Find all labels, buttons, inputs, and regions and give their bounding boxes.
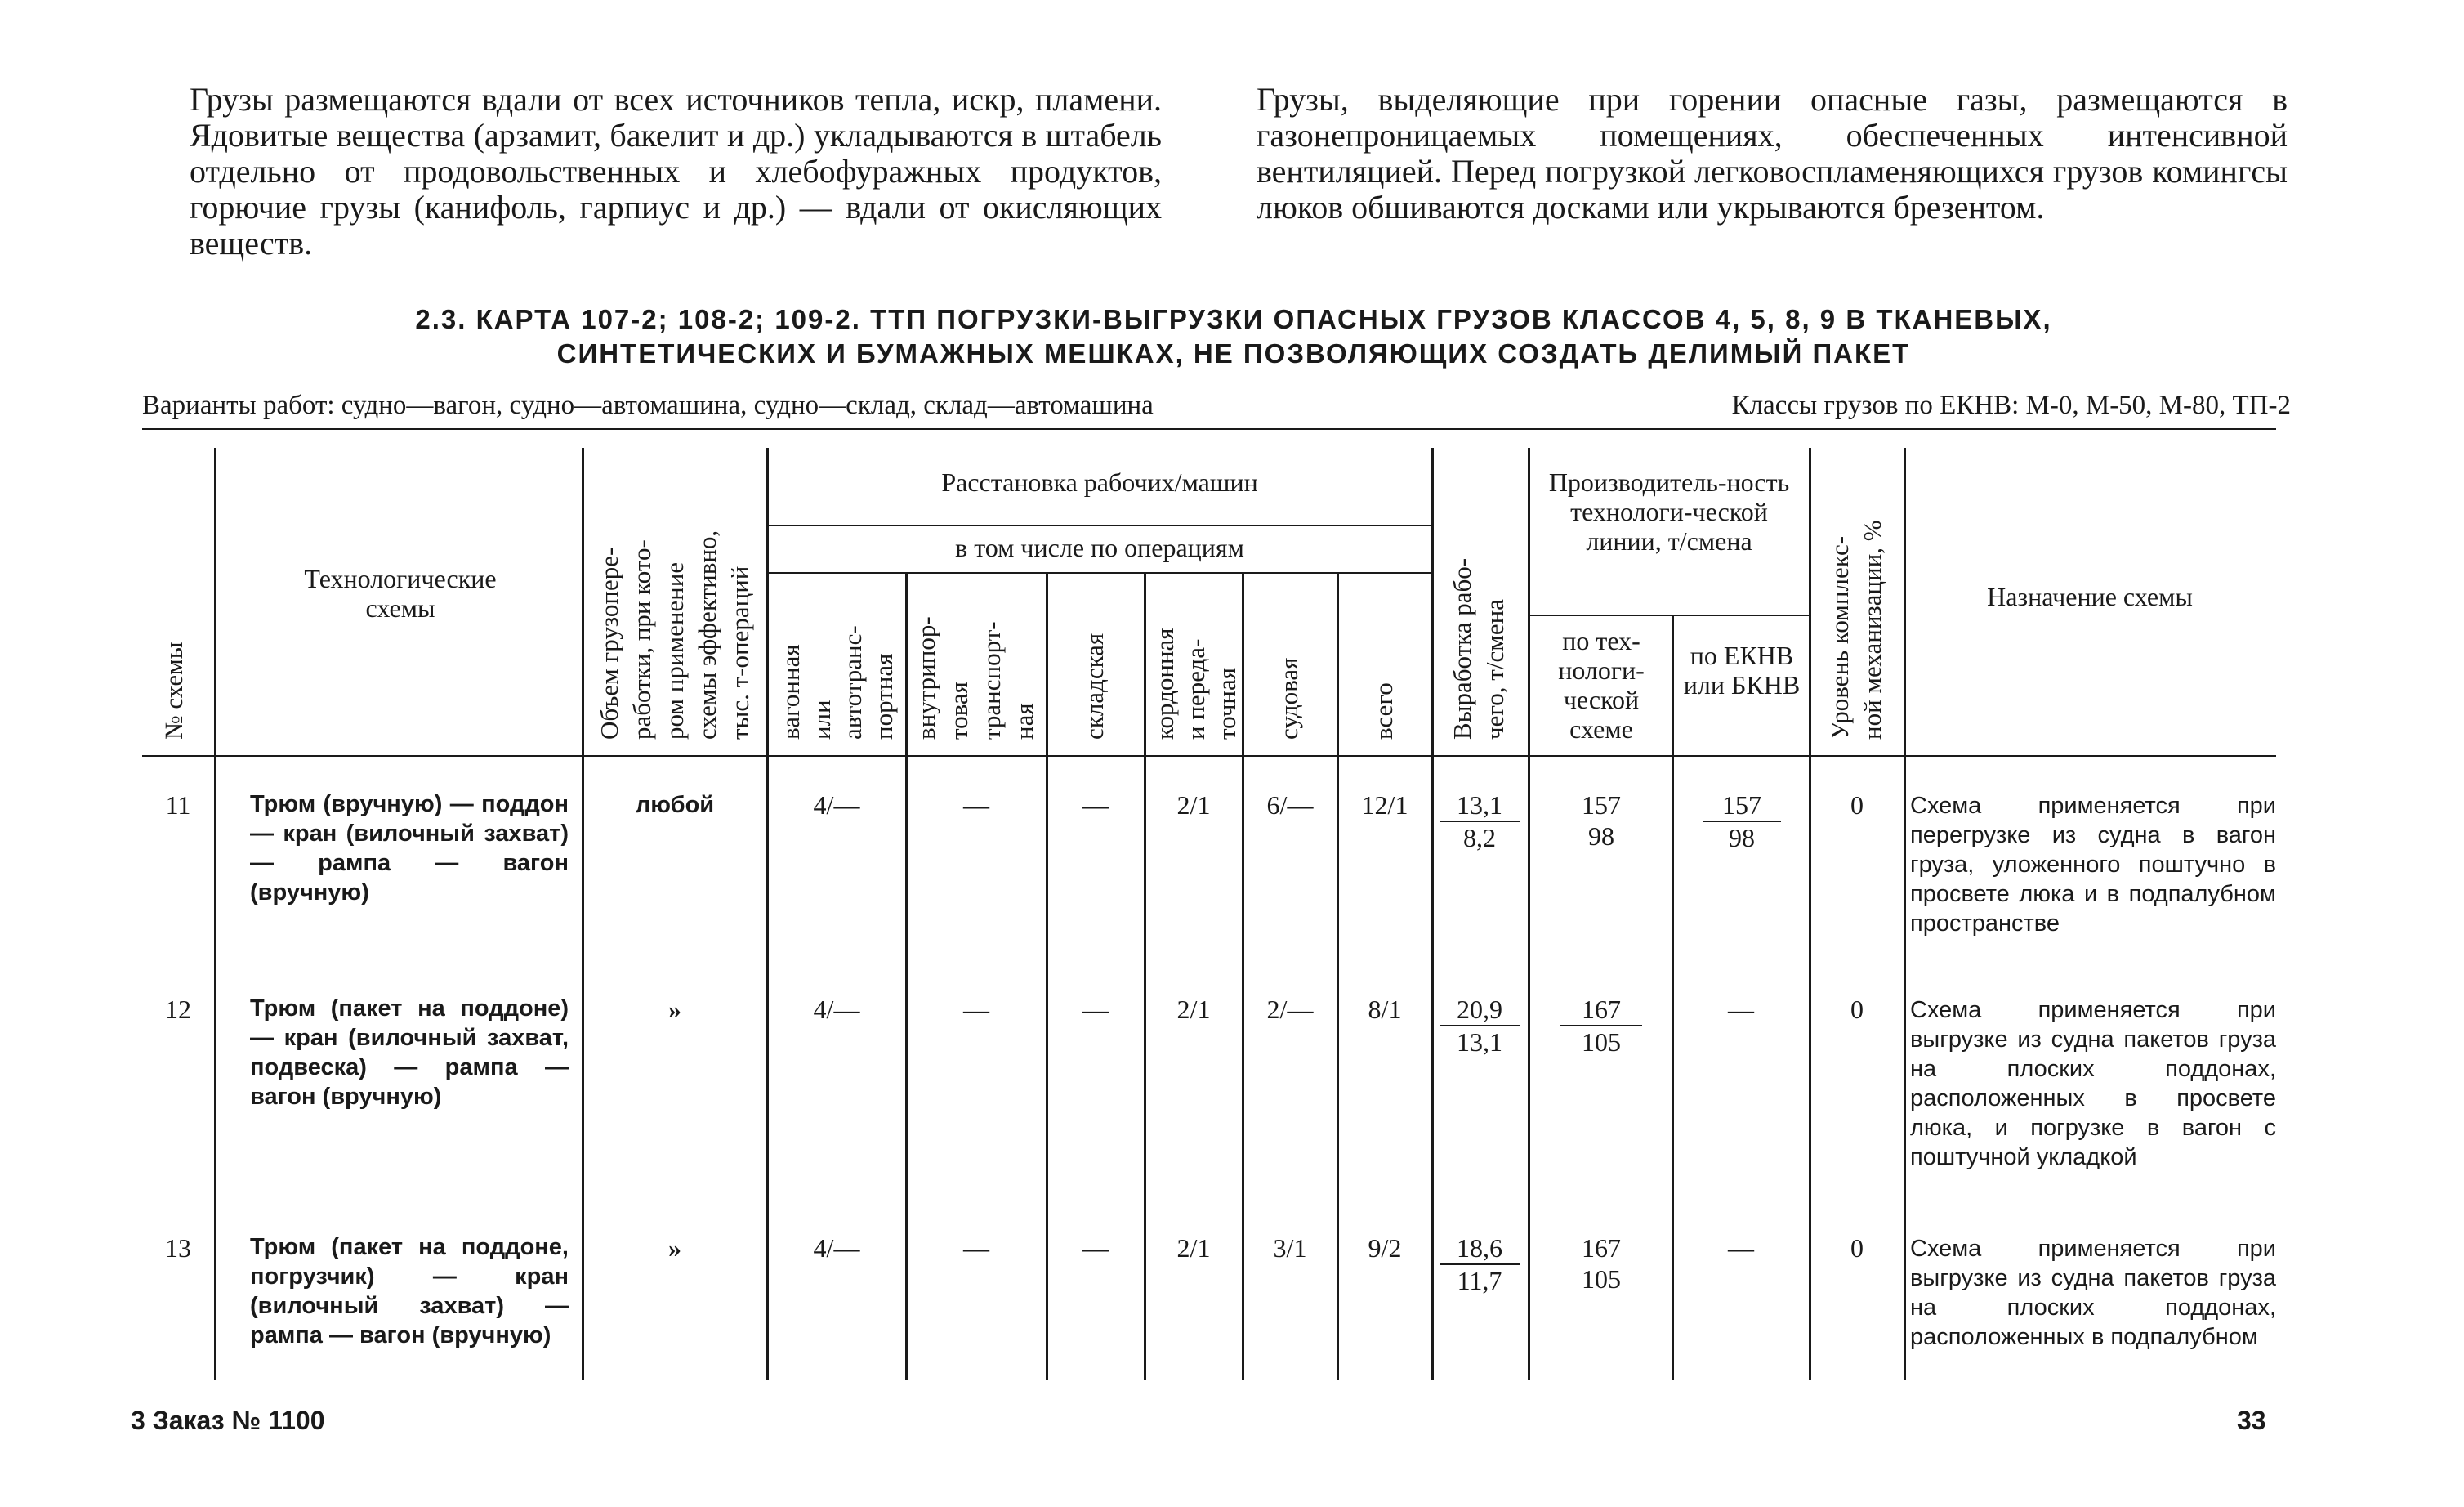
row-output-denominator: 11,7 — [1457, 1266, 1502, 1295]
row-purpose: Схема применяется при выгрузке из судна пакетов груза на плоских поддонах, расположенных в просвете люка, и погрузке в вагон с поштучной укладкой — [1910, 997, 2276, 1170]
row-op-warehouse: — — [1082, 790, 1109, 820]
header-op-internal-line: товая — [944, 682, 973, 740]
row-output — [1440, 789, 1520, 853]
row-prod-ekhv — [1703, 789, 1781, 853]
header-op-wagon-line: вагонная — [776, 644, 805, 740]
row-op-wagon: 4/— — [813, 1233, 860, 1263]
header-op-wagon-line: портная — [869, 653, 898, 740]
row-scheme: Трюм (вручную) — поддон — кран (вилочный захват) — рампа — вагон (вручную) — [250, 791, 569, 906]
row-op-total: 9/2 — [1368, 1233, 1402, 1263]
cargo-classes: Классы грузов по ЕКНВ: М-0, М-50, М-80, ТП-2 — [1731, 391, 2291, 420]
row-number: 13 — [165, 1233, 191, 1263]
header-op-total: всего — [1369, 682, 1398, 740]
row-op-total: 8/1 — [1368, 995, 1402, 1024]
intro-right-paragraph: Грузы, выделяющие при горении опасные газы, размещаются в газонепроницаемых помещениях, обеспеченных интенсивной вентиляцией. Перед погрузкой легковоспламеняющихся грузов комингсы люков обшиваются досками или укрываются брезентом. — [1257, 81, 2288, 226]
row-prod-ekhv-numerator: 157 — [1703, 789, 1781, 822]
header-placement: Расстановка рабочих/машин — [941, 467, 1258, 497]
row-op-ship: 2/— — [1266, 995, 1314, 1024]
row-op-wagon: 4/— — [813, 790, 860, 820]
row-prod-tech-numerator: 167 — [1560, 994, 1642, 1026]
header-volume-line: Объем грузопере- — [595, 547, 623, 740]
col-line — [1904, 448, 1906, 1380]
header-volume-line: тыс. т-операций — [725, 566, 754, 740]
row-number: 11 — [165, 790, 191, 820]
row-op-internal: — — [963, 790, 989, 820]
operations-sub-rule — [768, 572, 1431, 574]
row-prod-tech-bottom: 98 — [1588, 821, 1614, 851]
row-op-warehouse: — — [1082, 995, 1109, 1024]
header-productivity: Производитель-ность технологи-ческой линии, т/смена — [1548, 467, 1790, 556]
row-output — [1440, 994, 1520, 1058]
section-title-line-2: СИНТЕТИЧЕСКИХ И БУМАЖНЫХ МЕШКАХ, НЕ ПОЗВОЛЯЮЩИХ СОЗДАТЬ ДЕЛИМЫЙ ПАКЕТ — [556, 338, 1911, 369]
header-volume-line: ром применение — [660, 561, 689, 740]
row-mechanization: 0 — [1850, 995, 1864, 1024]
row-op-ship: 6/— — [1266, 790, 1314, 820]
header-op-internal-line: внутрипор- — [912, 616, 940, 740]
row-volume: любой — [635, 792, 715, 818]
col-line — [1528, 448, 1530, 1380]
row-mechanization: 0 — [1850, 790, 1864, 820]
row-scheme: Трюм (пакет на поддоне, погрузчик) — кран (вилочный захват) — рампа — вагон (вручную) — [250, 1234, 569, 1348]
row-output-denominator: 8,2 — [1463, 823, 1496, 852]
row-op-ship: 3/1 — [1273, 1233, 1307, 1263]
header-op-cordon-line: кордонная — [1150, 628, 1179, 740]
header-technological-schemes: Технологические схемы — [304, 564, 497, 623]
row-prod-tech-bottom: 105 — [1582, 1264, 1621, 1294]
row-op-warehouse: — — [1082, 1233, 1109, 1263]
section-title-line-1: 2.3. КАРТА 107-2; 108-2; 109-2. ТТП ПОГРУЗКИ-ВЫГРУЗКИ ОПАСНЫХ ГРУЗОВ КЛАССОВ 4, 5, 8, 9 В ТКАНЕВЫХ, — [415, 304, 2052, 334]
header-mechanization-line: ной механизации, % — [1858, 520, 1886, 740]
row-volume: » — [668, 995, 681, 1024]
row-purpose: Схема применяется при выгрузке из судна пакетов груза на плоских поддонах, расположенных в подпалубном — [1910, 1236, 2276, 1350]
header-op-ship: судовая — [1274, 657, 1303, 740]
header-volume-line: схемы эффективно, — [693, 530, 721, 740]
page-number: 33 — [2237, 1406, 2266, 1435]
row-purpose: Схема применяется при перегрузке из судна в вагон груза, уложенного поштучно в просвете люка и в подпалубном пространстве — [1910, 793, 2276, 937]
row-op-total: 12/1 — [1361, 790, 1408, 820]
row-op-cordon: 2/1 — [1176, 790, 1211, 820]
header-volume-line: работки, при кото- — [627, 539, 656, 740]
row-number: 12 — [165, 995, 191, 1024]
row-mechanization: 0 — [1850, 1233, 1864, 1263]
row-prod-tech-denominator: 105 — [1582, 1027, 1621, 1057]
header-productivity-ekhv: по ЕКНВ или БКНВ — [1683, 641, 1801, 700]
row-volume: » — [668, 1233, 681, 1263]
table-top-rule — [142, 428, 2276, 430]
row-prod-tech — [1560, 789, 1642, 852]
row-output-numerator: 18,6 — [1440, 1232, 1520, 1265]
header-op-internal-line: транспорт- — [977, 621, 1006, 740]
row-output-numerator: 13,1 — [1440, 789, 1520, 822]
row-prod-tech-top: 167 — [1582, 1233, 1621, 1263]
header-op-wagon-line: автотранс- — [838, 625, 867, 740]
row-op-internal: — — [963, 995, 989, 1024]
header-op-wagon-line: или — [807, 700, 836, 740]
footer-order: 3 Заказ № 1100 — [131, 1406, 325, 1435]
row-op-internal: — — [963, 1233, 989, 1263]
col-line — [1431, 448, 1434, 1380]
row-output-denominator: 13,1 — [1457, 1027, 1502, 1057]
row-scheme: Трюм (пакет на поддоне) — кран (вилочный захват, подвеска) — рампа — вагон (вручную) — [250, 995, 569, 1110]
intro-left-paragraph: Грузы размещаются вдали от всех источников тепла, искр, пламени. Ядовитые вещества (арзамит, бакелит и др.) укладываются в штабель отдельно от продовольственных и хлебофуражных продуктов, горючие грузы (канифоль, гарпиус и др.) — вдали от окисляющих веществ. — [190, 81, 1162, 262]
header-purpose: Назначение схемы — [1987, 582, 2193, 611]
row-prod-tech-top: 157 — [1582, 790, 1621, 820]
row-prod-tech — [1560, 994, 1642, 1058]
productivity-sub-rule — [1529, 615, 1809, 616]
header-op-internal-line: ная — [1010, 703, 1038, 740]
work-variants: Варианты работ: судно—вагон, судно—автомашина, судно—склад, склад—автомашина — [142, 391, 1154, 420]
row-output — [1440, 1232, 1520, 1296]
row-prod-tech — [1560, 1232, 1642, 1295]
header-scheme-number: № схемы — [159, 642, 188, 740]
row-prod-ekhv: — — [1728, 1233, 1754, 1263]
row-op-cordon: 2/1 — [1176, 1233, 1211, 1263]
row-op-wagon: 4/— — [813, 995, 860, 1024]
row-op-cordon: 2/1 — [1176, 995, 1211, 1024]
section-title — [139, 302, 2328, 371]
row-prod-ekhv-denominator: 98 — [1729, 823, 1755, 852]
header-by-operations: в том числе по операциям — [955, 533, 1244, 562]
header-mechanization-line: Уровень комплекс- — [1825, 535, 1854, 740]
header-op-cordon-line: и переда- — [1181, 638, 1210, 740]
header-output-line: Выработка рабо- — [1448, 557, 1476, 740]
row-prod-ekhv: — — [1728, 995, 1754, 1024]
header-productivity-tech: по тех-нологи-ческой схеме — [1558, 626, 1645, 744]
header-op-cordon-line: точная — [1212, 667, 1241, 740]
col-line — [214, 448, 216, 1380]
table-header-bottom-rule — [142, 755, 2276, 757]
row-output-numerator: 20,9 — [1440, 994, 1520, 1026]
placement-sub-rule — [768, 525, 1431, 526]
header-output-line: чего, т/смена — [1480, 599, 1509, 740]
header-op-warehouse: складская — [1080, 633, 1109, 740]
